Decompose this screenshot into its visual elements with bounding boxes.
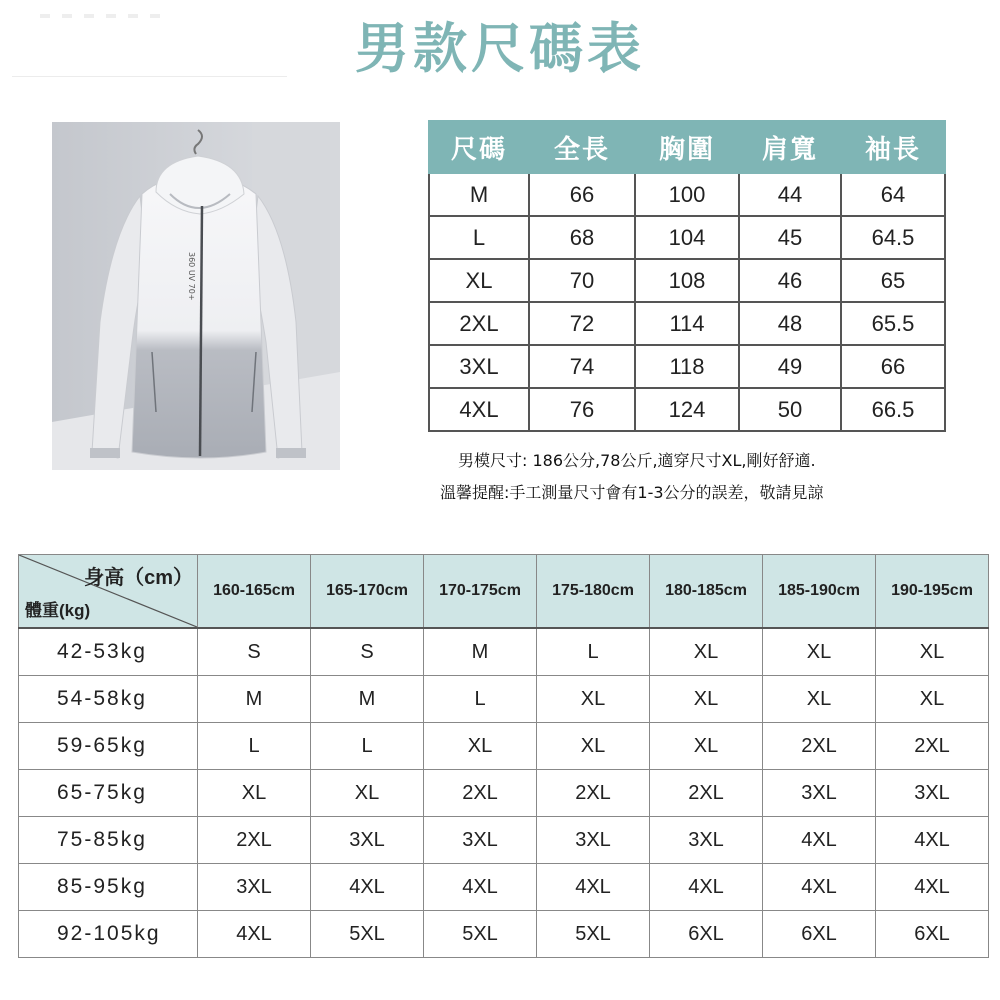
recommended-size-cell: 2XL	[198, 817, 311, 864]
header-chest: 胸圍	[635, 121, 739, 173]
weight-height-header	[19, 555, 989, 629]
height-column-header: 160-165cm	[198, 555, 311, 629]
recommended-size-cell: 2XL	[763, 723, 876, 770]
recommended-size-cell: 2XL	[424, 770, 537, 817]
size-row	[429, 302, 945, 345]
header-shoulder: 肩寬	[739, 121, 841, 173]
size-table	[428, 120, 946, 432]
size-value-cell: 49	[739, 345, 841, 388]
recommended-size-cell: XL	[537, 676, 650, 723]
height-column-header: 190-195cm	[876, 555, 989, 629]
jacket-print: 360 UV 70+	[187, 252, 196, 301]
recommended-size-cell: XL	[876, 676, 989, 723]
weight-row	[19, 911, 989, 958]
size-label-cell: L	[429, 216, 529, 259]
size-value-cell: 65.5	[841, 302, 945, 345]
height-column-header: 185-190cm	[763, 555, 876, 629]
weight-row	[19, 770, 989, 817]
height-column-header: 180-185cm	[650, 555, 763, 629]
size-value-cell: 66	[841, 345, 945, 388]
size-label-cell: M	[429, 173, 529, 216]
size-row	[429, 259, 945, 302]
size-value-cell: 48	[739, 302, 841, 345]
size-table-header	[429, 121, 945, 173]
recommended-size-cell: M	[198, 676, 311, 723]
recommended-size-cell: 6XL	[876, 911, 989, 958]
recommended-size-cell: 2XL	[650, 770, 763, 817]
size-value-cell: 50	[739, 388, 841, 431]
recommended-size-cell: 4XL	[763, 864, 876, 911]
recommended-size-cell: 6XL	[650, 911, 763, 958]
size-label-cell: 3XL	[429, 345, 529, 388]
weight-label-cell: 59-65kg	[19, 723, 198, 770]
size-value-cell: 66.5	[841, 388, 945, 431]
recommended-size-cell: XL	[876, 628, 989, 676]
size-value-cell: 118	[635, 345, 739, 388]
recommended-size-cell: 4XL	[876, 864, 989, 911]
size-row	[429, 345, 945, 388]
size-value-cell: 76	[529, 388, 635, 431]
size-value-cell: 100	[635, 173, 739, 216]
size-value-cell: 66	[529, 173, 635, 216]
size-value-cell: 64	[841, 173, 945, 216]
reminder-note: 溫馨提醒:手工測量尺寸會有1-3公分的誤差，敬請見諒	[440, 483, 824, 502]
size-value-cell: 44	[739, 173, 841, 216]
height-column-header: 165-170cm	[311, 555, 424, 629]
size-value-cell: 46	[739, 259, 841, 302]
recommended-size-cell: XL	[650, 676, 763, 723]
recommended-size-cell: L	[537, 628, 650, 676]
size-table-body	[429, 173, 945, 431]
recommended-size-cell: XL	[311, 770, 424, 817]
recommended-size-cell: 5XL	[537, 911, 650, 958]
recommended-size-cell: 4XL	[763, 817, 876, 864]
weight-label-cell: 92-105kg	[19, 911, 198, 958]
weight-row	[19, 723, 989, 770]
weight-label-cell: 42-53kg	[19, 628, 198, 676]
recommended-size-cell: 4XL	[537, 864, 650, 911]
recommended-size-cell: L	[424, 676, 537, 723]
header-size: 尺碼	[429, 121, 529, 173]
recommended-size-cell: 3XL	[537, 817, 650, 864]
weight-row	[19, 817, 989, 864]
recommended-size-cell: 3XL	[876, 770, 989, 817]
header-length: 全長	[529, 121, 635, 173]
recommended-size-cell: 6XL	[763, 911, 876, 958]
recommended-size-cell: 2XL	[537, 770, 650, 817]
height-column-header: 175-180cm	[537, 555, 650, 629]
weight-row	[19, 864, 989, 911]
recommended-size-cell: XL	[763, 628, 876, 676]
recommended-size-cell: M	[311, 676, 424, 723]
recommended-size-cell: L	[311, 723, 424, 770]
size-value-cell: 70	[529, 259, 635, 302]
height-column-header: 170-175cm	[424, 555, 537, 629]
size-row	[429, 216, 945, 259]
product-photo	[52, 122, 340, 470]
recommended-size-cell: 3XL	[424, 817, 537, 864]
weight-label-cell: 75-85kg	[19, 817, 198, 864]
recommended-size-cell: XL	[198, 770, 311, 817]
size-value-cell: 65	[841, 259, 945, 302]
recommended-size-cell: 4XL	[424, 864, 537, 911]
size-label-cell: 4XL	[429, 388, 529, 431]
height-axis-label: 身高（cm）	[84, 567, 193, 589]
weight-row	[19, 628, 989, 676]
weight-label-cell: 54-58kg	[19, 676, 198, 723]
size-value-cell: 114	[635, 302, 739, 345]
recommended-size-cell: 5XL	[311, 911, 424, 958]
recommended-size-cell: 2XL	[876, 723, 989, 770]
weight-height-body	[19, 628, 989, 958]
size-label-cell: 2XL	[429, 302, 529, 345]
recommended-size-cell: 4XL	[311, 864, 424, 911]
size-row	[429, 388, 945, 431]
recommended-size-cell: XL	[650, 628, 763, 676]
recommended-size-cell: S	[311, 628, 424, 676]
header-sleeve: 袖長	[841, 121, 945, 173]
recommended-size-cell: XL	[650, 723, 763, 770]
recommended-size-cell: M	[424, 628, 537, 676]
recommended-size-cell: 3XL	[763, 770, 876, 817]
size-value-cell: 124	[635, 388, 739, 431]
recommended-size-cell: XL	[537, 723, 650, 770]
recommended-size-cell: XL	[424, 723, 537, 770]
recommended-size-cell: 4XL	[650, 864, 763, 911]
weight-height-table	[18, 554, 989, 958]
size-value-cell: 64.5	[841, 216, 945, 259]
recommended-size-cell: 5XL	[424, 911, 537, 958]
size-value-cell: 68	[529, 216, 635, 259]
corner-cell	[19, 555, 198, 629]
recommended-size-cell: XL	[763, 676, 876, 723]
size-value-cell: 72	[529, 302, 635, 345]
page-title: 男款尺碼表	[355, 17, 645, 80]
model-note: 男模尺寸: 186公分,78公斤,適穿尺寸XL,剛好舒適.	[458, 451, 816, 470]
weight-axis-label: 體重(kg)	[25, 601, 91, 620]
recommended-size-cell: S	[198, 628, 311, 676]
size-row	[429, 173, 945, 216]
size-value-cell: 104	[635, 216, 739, 259]
recommended-size-cell: 4XL	[198, 911, 311, 958]
weight-label-cell: 65-75kg	[19, 770, 198, 817]
divider	[12, 76, 287, 77]
size-value-cell: 108	[635, 259, 739, 302]
recommended-size-cell: 4XL	[876, 817, 989, 864]
recommended-size-cell: 3XL	[650, 817, 763, 864]
recommended-size-cell: L	[198, 723, 311, 770]
recommended-size-cell: 3XL	[311, 817, 424, 864]
size-value-cell: 74	[529, 345, 635, 388]
size-value-cell: 45	[739, 216, 841, 259]
size-label-cell: XL	[429, 259, 529, 302]
weight-label-cell: 85-95kg	[19, 864, 198, 911]
recommended-size-cell: 3XL	[198, 864, 311, 911]
weight-row	[19, 676, 989, 723]
